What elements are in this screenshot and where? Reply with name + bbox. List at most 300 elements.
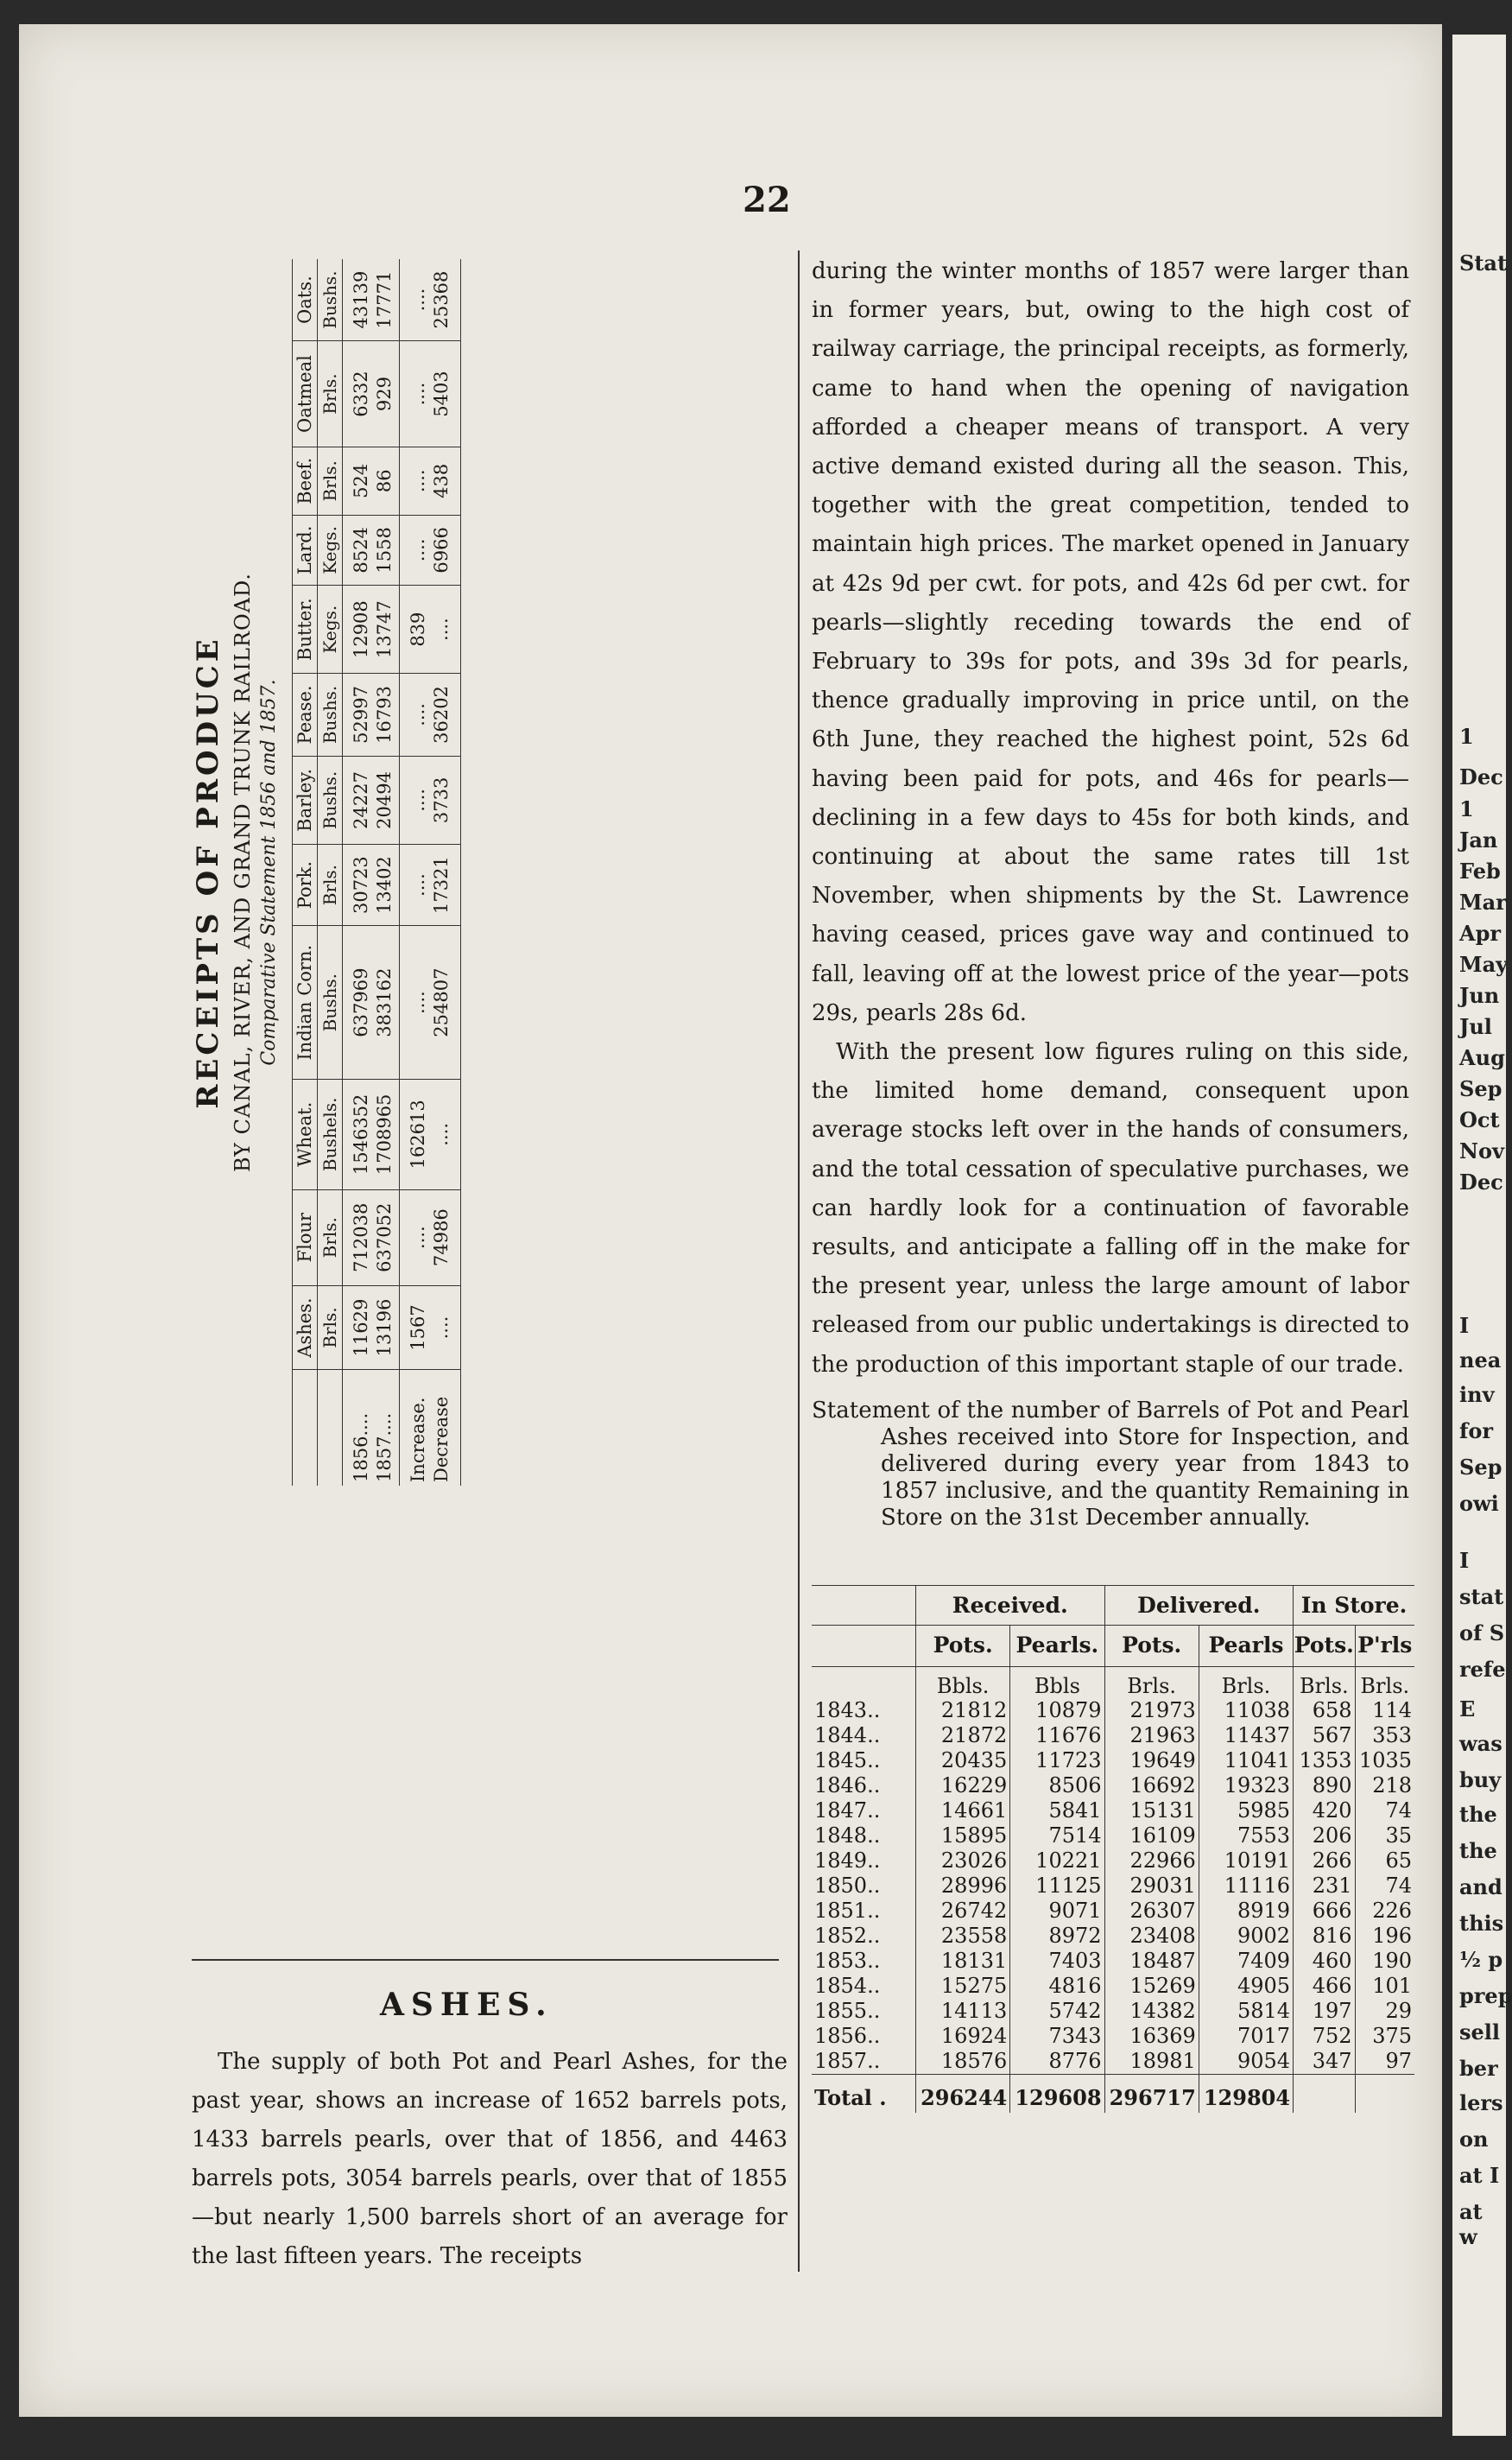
ashes-year: 1848.. [814,1823,881,1848]
produce-cell [399,447,461,515]
ashes-subheader: Pots. [1294,1626,1355,1667]
produce-unit: Bushels. [318,1079,343,1189]
ashes-subheader-row [812,1626,1414,1667]
produce-table-title: RECEIPTS OF PRODUCE [191,636,225,1109]
produce-unit: Brls. [318,844,343,925]
ashes-value: 8972 [1010,1924,1104,1949]
edge-fragment: Dec [1459,764,1503,789]
ashes-value: 18131 [916,1949,1010,1974]
increase-value: .... [407,873,428,897]
produce-value: 20494 [374,771,395,829]
ashes-value: 466 [1294,1974,1355,1999]
ashes-value: 23026 [916,1848,1010,1874]
decrease-value: .... [430,1316,452,1340]
produce-cell [343,673,400,756]
edge-fragment: Sep [1459,1455,1503,1480]
decrease-value: 438 [430,463,452,498]
ashes-value: 28996 [916,1874,1010,1899]
ashes-value: 21872 [916,1723,1010,1748]
ashes-value: 11041 [1199,1748,1293,1773]
decrease-value: 254807 [430,967,452,1037]
produce-row-label: 1857.... [374,1412,395,1482]
produce-unit: Brls. [318,447,343,515]
edge-fragment: and [1459,1874,1503,1899]
produce-value: 712038 [351,1202,371,1272]
increase-value: .... [407,288,428,312]
produce-value: 1558 [374,527,395,574]
ashes-value: 206 [1294,1823,1355,1848]
produce-col-header: Butter. [293,586,318,674]
ashes-total-value: 296244 [916,2075,1010,2114]
ashes-value: 26742 [916,1899,1010,1924]
ashes-value: 375 [1355,2024,1414,2049]
ashes-total-value: 296717 [1104,2075,1199,2114]
produce-col-header: Beef. [293,447,318,515]
produce-value: 1546352 [351,1094,371,1176]
produce-value: 13196 [374,1298,395,1357]
ashes-subheader: Pots. [1104,1626,1199,1667]
ashes-table-row [812,1773,1414,1798]
ashes-value: 18576 [916,2049,1010,2075]
edge-fragment: Oct [1459,1107,1500,1132]
produce-value: 24227 [351,771,371,829]
ashes-unit: Brls. [1294,1667,1355,1699]
produce-cell [399,515,461,586]
produce-unit [318,1370,343,1486]
edge-fragment: 1 [1459,796,1474,821]
ashes-value: 22966 [1104,1848,1199,1874]
ashes-year: 1850.. [814,1874,881,1898]
decrease-label: Decrease [430,1396,452,1482]
ashes-value: 7409 [1199,1949,1293,1974]
edge-fragment: E [1459,1696,1476,1721]
ashes-value: 5814 [1199,1999,1293,2024]
ashes-group-header-row [812,1586,1414,1626]
produce-value: 524 [351,463,371,498]
edge-fragment: inv [1459,1382,1495,1407]
ashes-table-row [812,1723,1414,1748]
right-column-text [812,252,1409,1385]
ashes-table-row [812,1999,1414,2024]
ashes-total-value [1294,2075,1355,2114]
ashes-value: 11116 [1199,1874,1293,1899]
ashes-value: 15275 [916,1974,1010,1999]
edge-fragment: the [1459,1802,1497,1827]
decrease-value: 5403 [430,371,452,417]
increase-value: 162613 [407,1100,428,1170]
ashes-value: 101 [1355,1974,1414,1999]
ashes-value: 353 [1355,1723,1414,1748]
produce-cell [399,259,461,341]
edge-fragment: Stat [1459,250,1508,276]
ashes-value: 15895 [916,1823,1010,1848]
ashes-value: 460 [1294,1949,1355,1974]
ashes-value: 752 [1294,2024,1355,2049]
produce-col-header: Ashes. [293,1285,318,1370]
edge-fragment: at w [1459,2199,1483,2249]
ashes-unit: Brls. [1199,1667,1293,1699]
ashes-value: 890 [1294,1773,1355,1798]
ashes-group-header: In Store. [1294,1586,1414,1626]
ashes-total-value: 129804 [1199,2075,1293,2114]
ashes-unit-blank [812,1667,916,1699]
ashes-value: 226 [1355,1899,1414,1924]
produce-value: 12908 [351,600,371,659]
column-divider [798,250,800,2272]
ashes-table-row [812,2049,1414,2075]
increase-value: .... [407,469,428,493]
produce-unit: Bushs. [318,756,343,844]
ashes-value: 658 [1294,1698,1355,1723]
edge-fragment: Sep [1459,1076,1503,1101]
ashes-value: 816 [1294,1924,1355,1949]
edge-fragment: for [1459,1418,1493,1443]
ashes-value: 23408 [1104,1924,1199,1949]
ashes-table-body [812,1698,1414,2075]
increase-value: .... [407,538,428,562]
produce-cell [343,1079,400,1189]
edge-fragment: Mar [1459,890,1507,915]
produce-cell [343,586,400,674]
ashes-value: 74 [1355,1874,1414,1899]
ashes-value: 567 [1294,1723,1355,1748]
edge-fragment: May [1459,952,1509,977]
produce-table-rotated [186,259,592,1486]
ashes-value: 18487 [1104,1949,1199,1974]
produce-cell [399,844,461,925]
ashes-value: 29031 [1104,1874,1199,1899]
ashes-table [812,1585,1414,2113]
decrease-value: .... [430,1122,452,1146]
edge-fragment: the [1459,1838,1497,1863]
ashes-value: 15269 [1104,1974,1199,1999]
produce-value: 637052 [374,1202,395,1272]
produce-col-header: Wheat. [293,1079,318,1189]
produce-value: 86 [374,469,395,493]
produce-value: 16793 [374,686,395,744]
ashes-value: 21812 [916,1698,1010,1723]
edge-fragment: on [1459,2127,1489,2152]
ashes-value: 231 [1294,1874,1355,1899]
produce-table-subtitle: BY CANAL, RIVER, AND GRAND TRUNK RAILROAD. [231,572,255,1173]
ashes-value: 9002 [1199,1924,1293,1949]
edge-fragment: Dec [1459,1170,1503,1195]
produce-cell [399,341,461,447]
ashes-value: 35 [1355,1823,1414,1848]
produce-value: 17771 [374,270,395,329]
produce-col-header: Flour [293,1189,318,1285]
ashes-value: 16692 [1104,1773,1199,1798]
statement-caption: Statement of the number of Barrels of Pot and Pearl Ashes received into Store for Inspection, and delivered during every year from 1843 to 1857 inclusive, and the quantity Remaining in Store on the 31st December annually. [812,1398,1409,1531]
ashes-subheader: P'rls [1355,1626,1414,1667]
ashes-year: 1856.. [814,2024,881,2048]
produce-table-subtitle-2: Comparative Statement 1856 and 1857. [258,679,280,1066]
produce-col-header: Barley. [293,756,318,844]
produce-cell [343,341,400,447]
ashes-value: 11038 [1199,1698,1293,1723]
ashes-year: 1846.. [814,1773,881,1797]
edge-fragment: owi [1459,1491,1499,1516]
ashes-value: 14113 [916,1999,1010,2024]
edge-fragment: ½ p [1459,1947,1503,1972]
produce-cell [343,1189,400,1285]
right-paragraph-2: With the present low figures ruling on this side, the limited home demand, consequent upon average stocks left over in the hands of consumers, and the total cessation of speculative purchases, we can hardly look for a continuation of favorable results, and anticipate a falling off in the make for the present year, unless the large amount of labor released from our public undertakings is directed to the production of this important staple of our trade. [812,1039,1409,1378]
ashes-value: 74 [1355,1798,1414,1823]
ashes-group-blank [812,1586,916,1626]
ashes-value: 266 [1294,1848,1355,1874]
ashes-value: 11125 [1010,1874,1104,1899]
ashes-value: 11676 [1010,1723,1104,1748]
ashes-value: 197 [1294,1999,1355,2024]
decrease-value: 74986 [430,1208,452,1267]
ashes-year: 1854.. [814,1974,881,1998]
ashes-table-row [812,1874,1414,1899]
increase-value: .... [407,1226,428,1250]
ashes-table-row [812,1949,1414,1974]
ashes-group-header: Received. [916,1586,1105,1626]
decrease-value: 17321 [430,856,452,915]
edge-fragment: I [1459,1548,1470,1573]
produce-cell [399,673,461,756]
edge-fragment: ber [1459,2056,1498,2081]
ashes-year: 1852.. [814,1924,881,1948]
produce-value: 6332 [351,371,371,417]
ashes-value: 19323 [1199,1773,1293,1798]
ashes-year: 1845.. [814,1748,881,1772]
edge-fragment: refe [1459,1657,1506,1682]
decrease-value: 3733 [430,777,452,824]
increase-value: .... [407,382,428,406]
edge-fragment: at I [1459,2163,1500,2188]
ashes-subheader: Pearls. [1010,1626,1104,1667]
produce-value: 52997 [351,686,371,744]
produce-change-labels [399,1370,461,1486]
edge-fragment: stat [1459,1584,1504,1609]
edge-fragment: was [1459,1731,1503,1756]
edge-fragment: 1 [1459,724,1474,749]
produce-col-header: Pease. [293,673,318,756]
ashes-paragraph: The supply of both Pot and Pearl Ashes, for the past year, shows an increase of 1652 barrels pots, 1433 barrels pearls, over that of 1856, and 4463 barrels pots, 3054 barrels pearls, over that of 1855—but nearly 1,500 barrels short of an average for the last fifteen years. The receipts [192,2049,788,2269]
produce-cell [399,1079,461,1189]
ashes-value: 29 [1355,1999,1414,2024]
ashes-total-row [812,2075,1414,2114]
produce-value: 8524 [351,527,371,574]
edge-fragment: Jun [1459,983,1500,1008]
ashes-value: 1353 [1294,1748,1355,1773]
ashes-value: 1035 [1355,1748,1414,1773]
section-divider [192,1959,779,1961]
ashes-unit: Brls. [1355,1667,1414,1699]
ashes-value: 420 [1294,1798,1355,1823]
ashes-year: 1847.. [814,1798,881,1823]
produce-value: 13747 [374,600,395,659]
ashes-year: 1853.. [814,1949,881,1973]
produce-col-header: Indian Corn. [293,926,318,1080]
edge-fragment: Aug [1459,1045,1505,1070]
produce-cell [399,1285,461,1370]
ashes-heading: ASHES. [380,1987,554,2023]
ashes-value: 7553 [1199,1823,1293,1848]
edge-fragment: nea [1459,1347,1502,1373]
edge-fragment: Jan [1459,827,1498,853]
decrease-value: .... [430,618,452,641]
ashes-year: 1857.. [814,2049,881,2073]
increase-value: .... [407,703,428,726]
produce-cell [343,1285,400,1370]
produce-value: 13402 [374,856,395,915]
ashes-total-value [1355,2075,1414,2114]
right-paragraph-1: during the winter months of 1857 were larger than in former years, but, owing to the high cost of railway carriage, the principal receipts, as formerly, came to hand when the opening of navigation afforded a cheaper means of transport. A very active demand existed during all the season. This, together with the great competition, tended to maintain high prices. The market opened in January at 42s 9d per cwt. for pots, and 42s 6d per cwt. for pearls—slightly receding towards the end of February to 39s for pots, and 39s 3d for pearls, thence gradually improving in price until, on the 6th June, they reached the highest point, 52s 6d having been paid for pots, and 46s for pearls—declining in a few days to 45s for both kinds, and continuing at about the same rates till 1st November, when shipments by the St. Lawrence having ceased, prices gave way and continued to fall, leaving off at the lowest price of the year—pots 29s, pearls 28s 6d. [812,258,1409,1026]
produce-data-row [343,259,400,1486]
produce-unit: Bushs. [318,259,343,341]
ashes-table-row [812,1899,1414,1924]
ashes-table-row [812,1974,1414,1999]
ashes-value: 11437 [1199,1723,1293,1748]
ashes-value: 10879 [1010,1698,1104,1723]
ashes-value: 218 [1355,1773,1414,1798]
page-number: 22 [743,180,791,220]
ashes-group-header: Delivered. [1104,1586,1294,1626]
ashes-unit: Bbls [1010,1667,1104,1699]
ashes-value: 8919 [1199,1899,1293,1924]
produce-header-row [293,259,318,1486]
ashes-value: 10191 [1199,1848,1293,1874]
ashes-table-row [812,1798,1414,1823]
ashes-value: 14661 [916,1798,1010,1823]
ashes-units-row [812,1667,1414,1699]
ashes-value: 21963 [1104,1723,1199,1748]
ashes-value: 16369 [1104,2024,1199,2049]
ashes-year: 1851.. [814,1899,881,1923]
produce-col-header: Pork. [293,844,318,925]
ashes-table-row [812,1823,1414,1848]
produce-value: 30723 [351,856,371,915]
ashes-value: 9071 [1010,1899,1104,1924]
edge-fragment: this [1459,1911,1504,1936]
edge-fragment: lers [1459,2090,1503,2115]
produce-col-header: Lard. [293,515,318,586]
produce-table [292,259,461,1486]
ashes-subheader: Pearls [1199,1626,1293,1667]
ashes-value: 5742 [1010,1999,1104,2024]
ashes-value: 7343 [1010,2024,1104,2049]
ashes-value: 14382 [1104,1999,1199,2024]
produce-unit: Brls. [318,341,343,447]
produce-col-header: Oats. [293,259,318,341]
ashes-value: 15131 [1104,1798,1199,1823]
ashes-value: 4905 [1199,1974,1293,1999]
ashes-year: 1855.. [814,1999,881,2023]
produce-change-row [399,259,461,1486]
ashes-subheader: Pots. [916,1626,1010,1667]
ashes-value: 8776 [1010,2049,1104,2075]
produce-value: 637969 [351,967,371,1037]
edge-fragment: of S [1459,1620,1505,1645]
produce-cell [343,926,400,1080]
produce-col-header: Oatmeal [293,341,318,447]
produce-row-label: 1856.... [351,1412,371,1482]
ashes-value: 9054 [1199,2049,1293,2075]
increase-value: .... [407,789,428,812]
decrease-value: 25368 [430,270,452,329]
statement-caption-block [812,1398,1409,1531]
ashes-total-label: Total . [812,2075,916,2114]
ashes-value: 190 [1355,1949,1414,1974]
ashes-table-row [812,1924,1414,1949]
ashes-subheader-blank [812,1626,916,1667]
produce-cell [399,756,461,844]
increase-value: 1567 [407,1304,428,1351]
produce-value: 929 [374,377,395,412]
produce-units-row [318,259,343,1486]
ashes-value: 347 [1294,2049,1355,2075]
produce-cell [399,926,461,1080]
edge-fragment: Jul [1459,1014,1492,1039]
produce-value: 383162 [374,967,395,1037]
ashes-value: 196 [1355,1924,1414,1949]
produce-unit: Brls. [318,1285,343,1370]
produce-value: 43139 [351,270,371,329]
edge-fragment: Nov [1459,1138,1504,1163]
ashes-value: 7403 [1010,1949,1104,1974]
ashes-total-value: 129608 [1010,2075,1104,2114]
edge-fragment: sell [1459,2019,1501,2045]
ashes-value: 4816 [1010,1974,1104,1999]
produce-unit: Kegs. [318,515,343,586]
ashes-value: 5985 [1199,1798,1293,1823]
ashes-value: 26307 [1104,1899,1199,1924]
ashes-value: 23558 [916,1924,1010,1949]
ashes-value: 16229 [916,1773,1010,1798]
ashes-value: 65 [1355,1848,1414,1874]
edge-fragment: I [1459,1313,1470,1338]
produce-unit: Brls. [318,1189,343,1285]
ashes-value: 18981 [1104,2049,1199,2075]
ashes-value: 20435 [916,1748,1010,1773]
ashes-year: 1844.. [814,1723,881,1747]
ashes-unit: Bbls. [916,1667,1010,1699]
produce-cell [399,1189,461,1285]
produce-cell [343,447,400,515]
ashes-table-row [812,2024,1414,2049]
produce-value: 1708965 [374,1094,395,1176]
ashes-value: 16924 [916,2024,1010,2049]
produce-col-header [293,1370,318,1486]
ashes-value: 7017 [1199,2024,1293,2049]
ashes-value: 10221 [1010,1848,1104,1874]
edge-fragment: Feb [1459,859,1501,884]
edge-fragment: prep [1459,1983,1512,2008]
ashes-table-row [812,1698,1414,1723]
ashes-value: 21973 [1104,1698,1199,1723]
ashes-value: 5841 [1010,1798,1104,1823]
ashes-value: 16109 [1104,1823,1199,1848]
ashes-table-row [812,1748,1414,1773]
ashes-table-row [812,1848,1414,1874]
ashes-value: 97 [1355,2049,1414,2075]
ashes-value: 666 [1294,1899,1355,1924]
produce-unit: Bushs. [318,673,343,756]
ashes-value: 11723 [1010,1748,1104,1773]
ashes-value: 114 [1355,1698,1414,1723]
produce-cell [343,259,400,341]
ashes-year: 1849.. [814,1848,881,1873]
decrease-value: 36202 [430,686,452,744]
produce-cell [399,586,461,674]
edge-fragment: Apr [1459,921,1502,946]
increase-value: 839 [407,612,428,647]
produce-row-labels [343,1370,400,1486]
